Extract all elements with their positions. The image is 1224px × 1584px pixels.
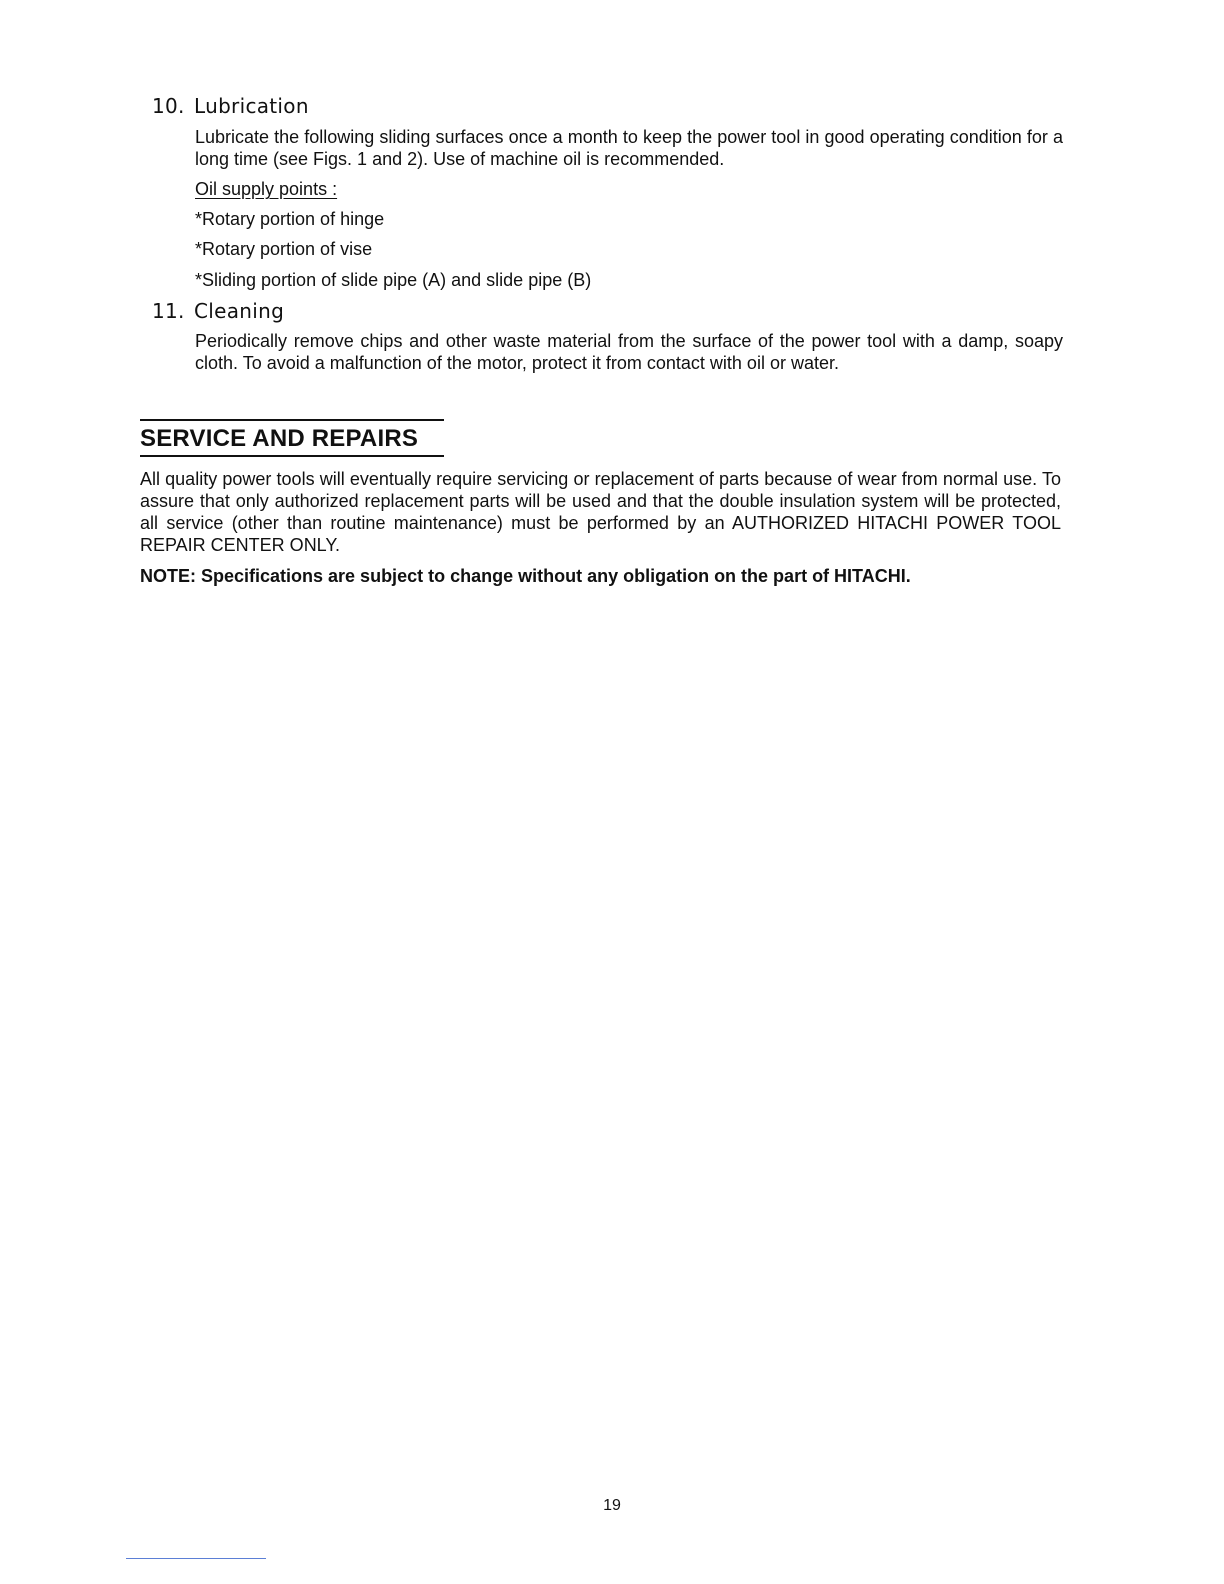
section-11-number: 11. bbox=[152, 299, 185, 323]
service-title: SERVICE AND REPAIRS bbox=[140, 425, 419, 452]
oil-point-2: *Rotary portion of vise bbox=[195, 239, 373, 259]
section-10-title: Lubrication bbox=[194, 94, 309, 118]
oil-supply-label: Oil supply points : bbox=[195, 179, 338, 199]
oil-point-1: *Rotary portion of hinge bbox=[195, 209, 385, 229]
section-10-body: Lubricate the following sliding surfaces once a month to keep the power tool in good operating condition for a long time (see Figs. 1 and 2). Use of machine oil is recommended. bbox=[195, 127, 1063, 169]
section-11-title: Cleaning bbox=[194, 299, 285, 323]
title-rule-top bbox=[140, 419, 444, 421]
title-rule-bottom bbox=[140, 455, 444, 457]
section-10-heading bbox=[152, 94, 309, 118]
specifications-note: NOTE: Specifications are subject to change without any obligation on the part of HITACHI. bbox=[140, 566, 911, 586]
section-11-body: Periodically remove chips and other waste material from the surface of the power tool with a damp, soapy cloth. To avoid a malfunction of the motor, protect it from contact with oil or water. bbox=[195, 331, 1063, 373]
scan-artifact-rule bbox=[126, 1558, 266, 1559]
service-body: All quality power tools will eventually require servicing or replacement of parts because of wear from normal use. To assure that only authorized replacement parts will be used and that the double insulation system will be protected, all service (other than routine maintenance) must be performed by an AUTHORIZED HITACHI POWER TOOL REPAIR CENTER ONLY. bbox=[140, 469, 1061, 555]
section-11-heading bbox=[152, 299, 284, 323]
page-number: 19 bbox=[603, 1497, 621, 1514]
oil-point-3: *Sliding portion of slide pipe (A) and slide pipe (B) bbox=[195, 270, 592, 290]
section-10-number: 10. bbox=[152, 94, 185, 118]
